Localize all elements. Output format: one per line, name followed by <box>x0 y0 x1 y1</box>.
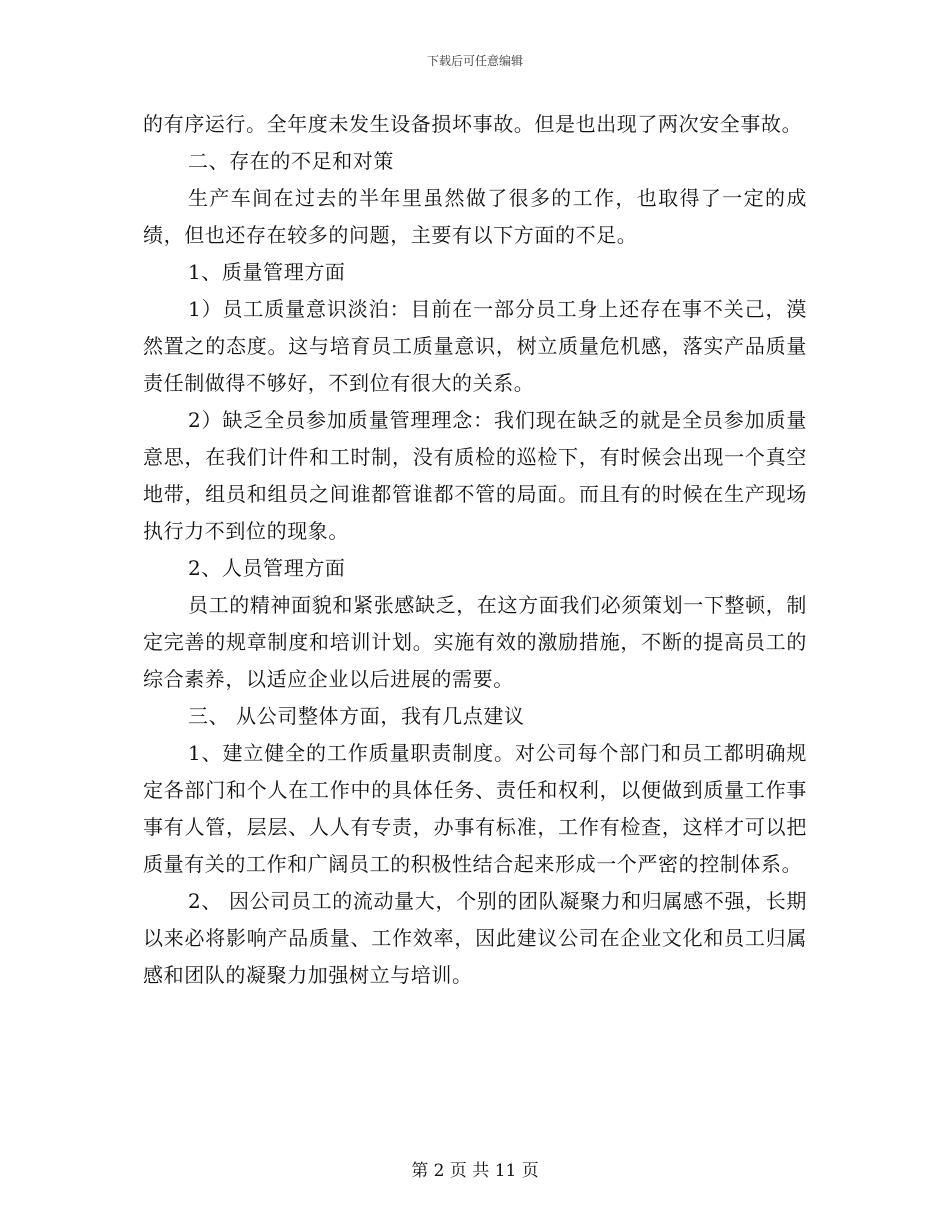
paragraph: 1）员工质量意识淡泊：目前在一部分员工身上还存在事不关己，漠然置之的态度。这与培育员工质量意识，树立质量危机感，落实产品质量责任制做得不够好，不到位有很大的关系。 <box>143 297 807 395</box>
subsection-heading-personnel: 2、人员管理方面 <box>188 556 346 580</box>
section-heading-2: 二、存在的不足和对策 <box>188 149 394 173</box>
paragraph: 生产车间在过去的半年里虽然做了很多的工作，也取得了一定的成绩，但也还存在较多的问题，主要有以下方面的不足。 <box>143 186 807 247</box>
paragraph-continuation: 的有序运行。全年度未发生设备损坏事故。但是也出现了两次安全事故。 <box>143 112 803 136</box>
page-number: 第 2 页 共 11 页 <box>411 1161 539 1181</box>
subsection-heading-quality: 1、质量管理方面 <box>188 260 346 284</box>
paragraph: 2、 因公司员工的流动量大，个别的团队凝聚力和归属感不强，长期以来必将影响产品质量、工作效率，因此建议公司在企业文化和员工归属感和团队的凝聚力加强树立与培训。 <box>143 889 807 987</box>
section-heading-3: 三、 从公司整体方面，我有几点建议 <box>188 704 525 728</box>
paragraph: 2）缺乏全员参加质量管理理念：我们现在缺乏的就是全员参加质量意思，在我们计件和工时制，没有质检的巡检下，有时候会出现一个真空地带，组员和组员之间谁都管谁都不管的局面。而且有的时候在生产现场执行力不到位的现象。 <box>143 408 807 543</box>
page-header: 下载后可任意编辑 <box>426 54 523 68</box>
document-body <box>143 106 807 994</box>
paragraph: 1、建立健全的工作质量职责制度。对公司每个部门和员工都明确规定各部门和个人在工作中的具体任务、责任和权利，以便做到质量工作事事有人管，层层、人人有专责，办事有标准，工作有检查，这样才可以把质量有关的工作和广阔员工的积极性结合起来形成一个严密的控制体系。 <box>143 741 807 876</box>
paragraph: 员工的精神面貌和紧张感缺乏，在这方面我们必须策划一下整顿，制定完善的规章制度和培训计划。实施有效的激励措施，不断的提高员工的综合素养，以适应企业以后进展的需要。 <box>143 593 807 691</box>
